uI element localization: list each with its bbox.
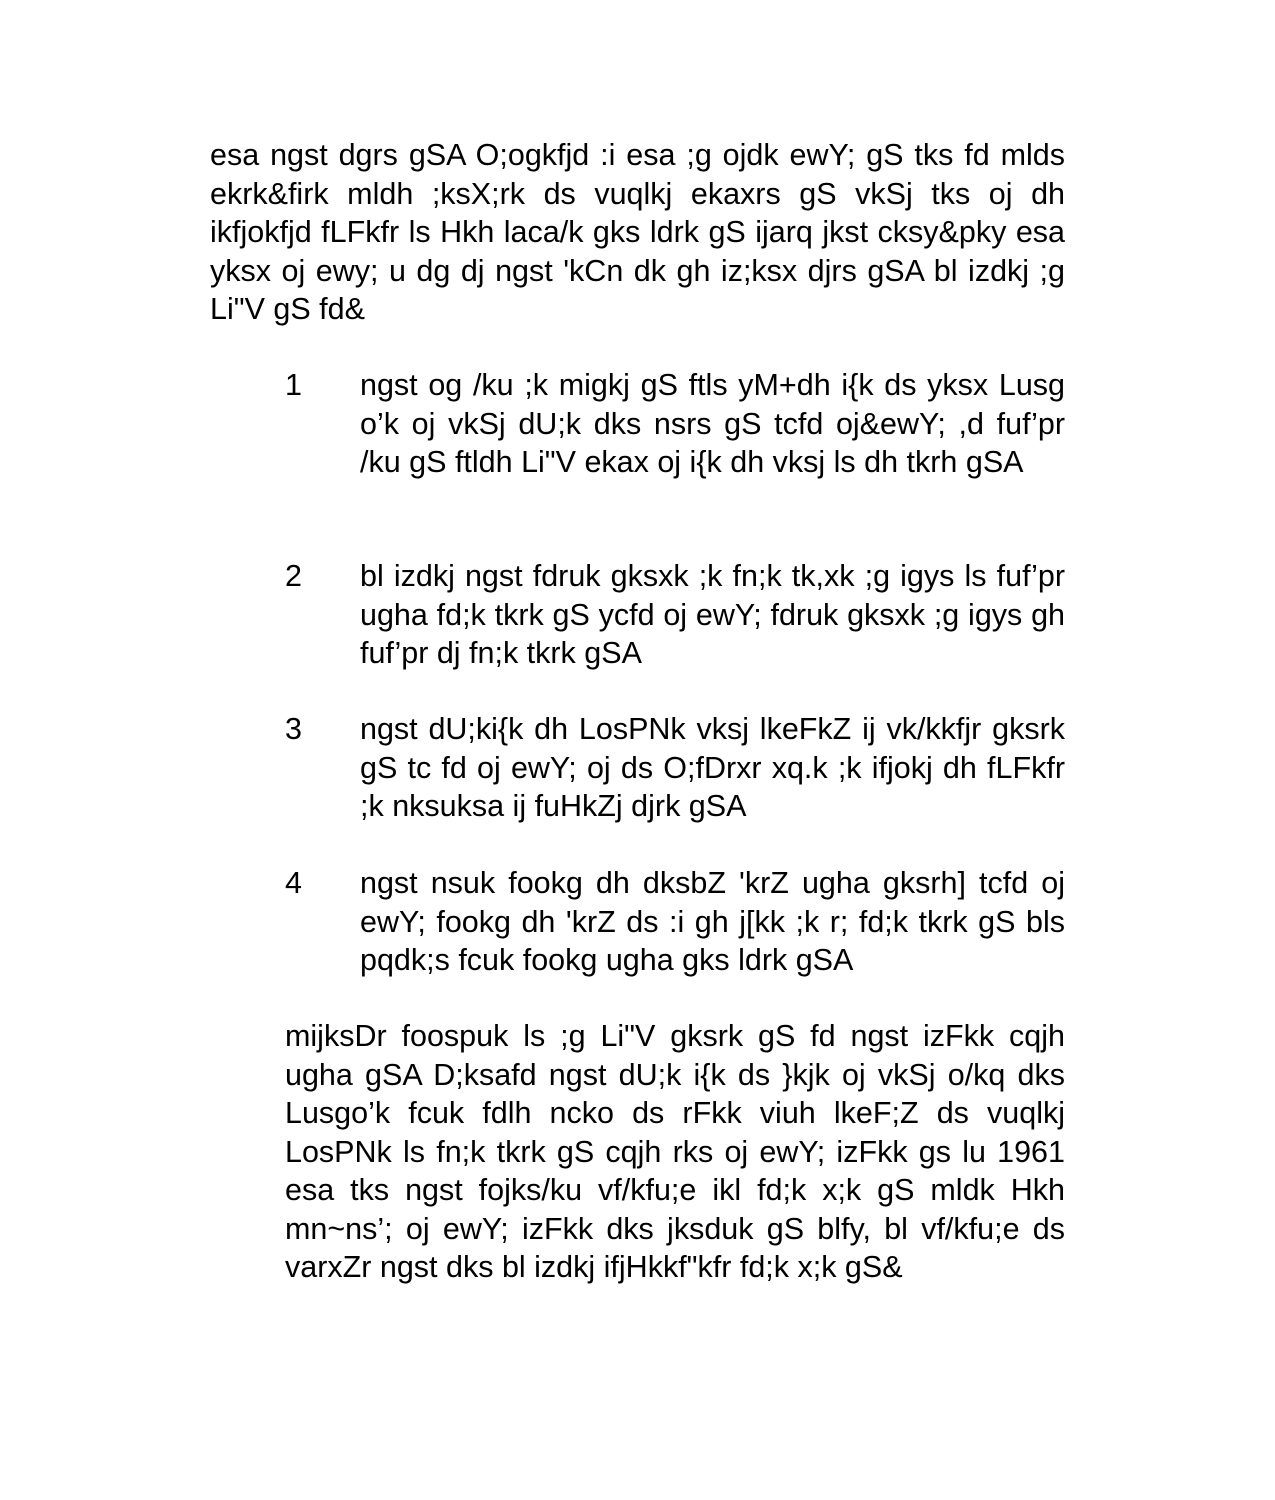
list-item-text: ngst nsuk fookg dh dksbZ 'krZ ugha gksrh] tcfd oj ewY; fookg dh 'krZ ds :i gh j[kk ;k r; fd;k tkrk gS bls pqdk;s fcuk fookg ugha gks ldrk gSA <box>360 866 1065 977</box>
list-item-number: 2 <box>285 559 302 593</box>
list-item-text: ngst dU;ki{k dh LosPNk vksj lkeFkZ ij vk/kkfjr gksrk gS tc fd oj ewY; oj ds O;fDrxr xq.k ;k ifjokj dh fLFkfr ;k nksuksa ij fuHkZj djrk gSA <box>360 712 1065 823</box>
list-item-number: 3 <box>285 712 302 746</box>
closing-paragraph: mijksDr foospuk ls ;g Li"V gksrk gS fd ngst izFkk cqjh ugha gSA D;ksafd ngst dU;k i{k ds }kjk oj vkSj o/kq dks Lusgo’k fcuk fdlh ncko ds rFkk viuh lkeF;Z ds vuqlkj LosPNk ls fn;k tkrk gS cqjh rks oj ewY; izFkk gs lu 1961 esa tks ngst fojks/ku vf/kfu;e ikl fd;k x;k gS mldk Hkh mn~ns’; oj ewY; izFkk dks jksduk gS blfy, bl vf/kfu;e ds varxZr ngst dks bl izdkj ifjHkkf"kfr fd;k x;k gS& <box>285 1019 1065 1284</box>
list-item-text: ngst og /ku ;k migkj gS ftls yM+dh i{k ds yksx Lusg o’k oj vkSj dU;k dks nsrs gS tcfd oj&ewY; ,d fuf’pr /ku gS ftldh Li"V ekax oj i{k dh vksj ls dh tkrh gSA <box>360 368 1065 479</box>
intro-paragraph: esa ngst dgrs gSA O;ogkfjd :i esa ;g ojdk ewY; gS tks fd mlds ekrk&firk mldh ;ksX;rk ds vuqlkj ekaxrs gS vkSj tks oj dh ikfjokfjd fLFkfr ls Hkh laca/k gks ldrk gS ijarq jkst cksy&pky esa yksx oj ewy; u dg dj ngst 'kCn dk gh iz;ksx djrs gSA bl izdkj ;g Li"V gS fd& <box>210 138 1065 326</box>
list-item-text: bl izdkj ngst fdruk gksxk ;k fn;k tk,xk ;g igys ls fuf’pr ugha fd;k tkrk gS ycfd oj ewY; fdruk gksxk ;g igys gh fuf’pr dj fn;k tkrk gSA <box>360 559 1065 670</box>
list-item-number: 1 <box>285 368 302 402</box>
list-item-number: 4 <box>285 866 302 900</box>
